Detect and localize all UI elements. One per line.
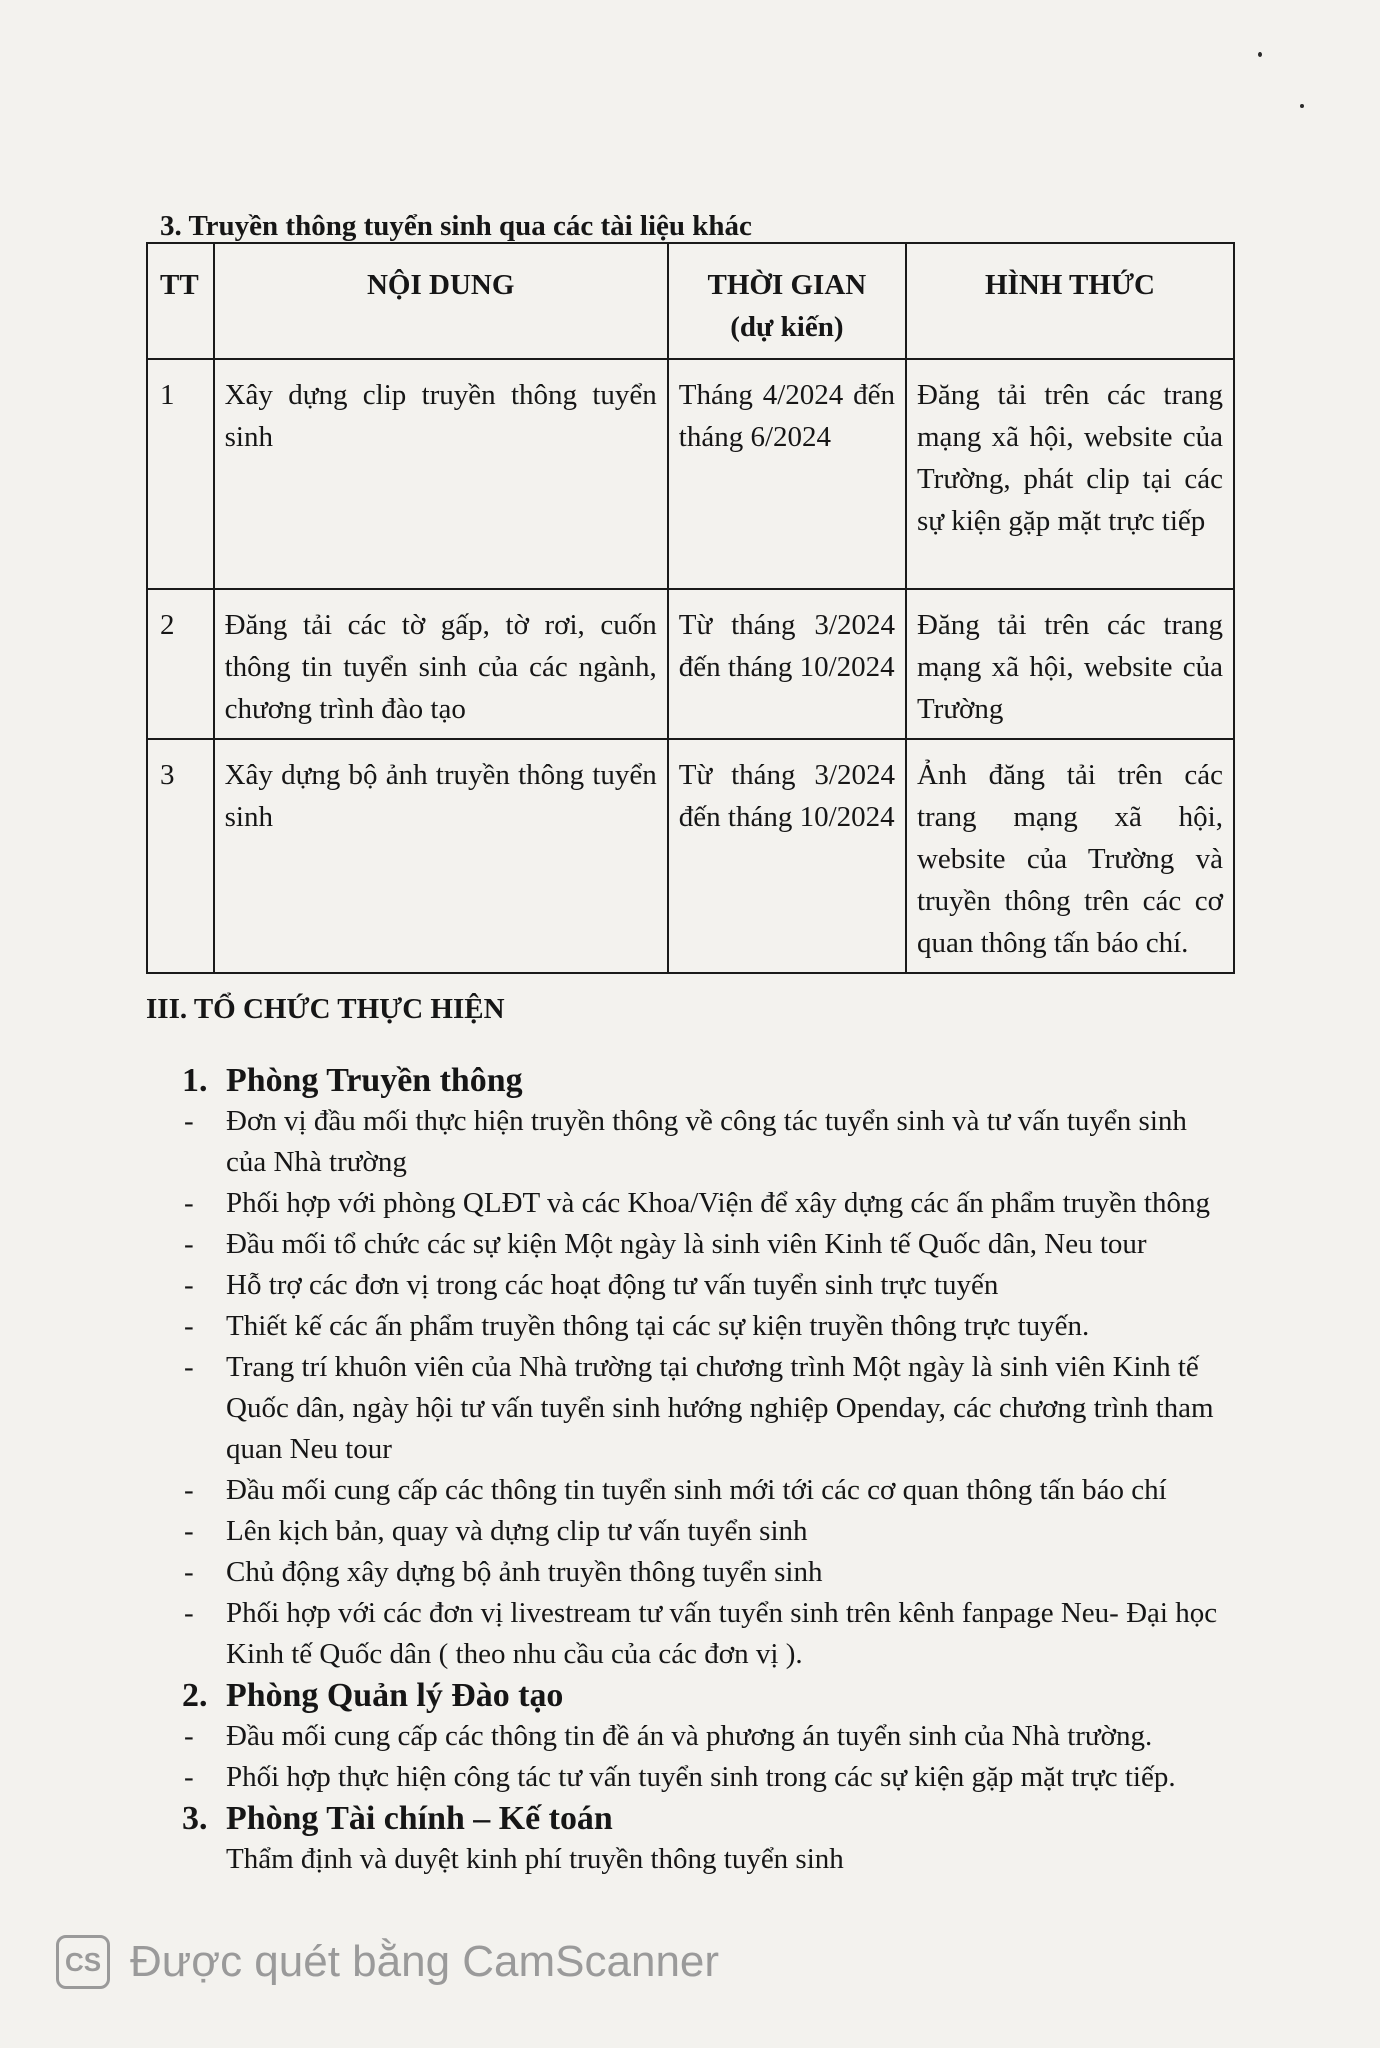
bullet-dash: - [184, 1351, 194, 1383]
list-item-text: Phối hợp thực hiện công tác tư vấn tuyển sinh trong các sự kiện gặp mặt trực tiếp. [226, 1761, 1176, 1793]
unit-duty-list [182, 1716, 1222, 1798]
header-tt: TT [147, 243, 214, 359]
unit-duty-list [182, 1101, 1222, 1675]
list-item [182, 1347, 1222, 1470]
bullet-dash: - [184, 1228, 194, 1260]
list-item-text: Thiết kế các ấn phẩm truyền thông tại các sự kiện truyền thông trực tuyến. [226, 1310, 1090, 1342]
list-item-text: Hỗ trợ các đơn vị trong các hoạt động tư vấn tuyển sinh trực tuyến [226, 1269, 999, 1301]
table-header-row [147, 243, 1234, 359]
cell-hinh-thuc: Ảnh đăng tải trên các trang mạng xã hội, website của Trường và truyền thông trên các cơ quan thông tấn báo chí. [906, 739, 1234, 973]
table-row [147, 589, 1234, 739]
list-item [182, 1224, 1222, 1265]
list-item [182, 1265, 1222, 1306]
media-schedule-table [146, 242, 1235, 974]
scan-speck [1258, 52, 1262, 57]
header-thoi-gian-sub: (dự kiến) [730, 311, 844, 343]
list-item [182, 1593, 1222, 1675]
list-item [182, 1101, 1222, 1183]
list-item-text: Đơn vị đầu mối thực hiện truyền thông về công tác tuyển sinh và tư vấn tuyển sinh của Nhà trường [226, 1105, 1187, 1178]
bullet-dash: - [184, 1761, 194, 1793]
unit-number: 3. [182, 1800, 208, 1837]
list-item [182, 1552, 1222, 1593]
list-item-text: Trang trí khuôn viên của Nhà trường tại chương trình Một ngày là sinh viên Kinh tế Quốc dân, ngày hội tư vấn tuyển sinh hướng nghiệp Openday, các chương trình tham quan Neu tour [226, 1351, 1214, 1465]
cell-tt: 2 [147, 589, 214, 739]
header-noi-dung: NỘI DUNG [214, 243, 668, 359]
bullet-dash: - [184, 1105, 194, 1137]
list-item [182, 1511, 1222, 1552]
unit-finance-accounting [182, 1798, 1222, 1880]
unit-title [182, 1060, 1222, 1101]
bullet-dash: - [184, 1269, 194, 1301]
header-thoi-gian-label: THỜI GIAN [707, 269, 867, 301]
table-row [147, 359, 1234, 589]
cell-noi-dung: Xây dựng clip truyền thông tuyển sinh [214, 359, 668, 589]
bullet-dash: - [184, 1474, 194, 1506]
cell-thoi-gian: Từ tháng 3/2024 đến tháng 10/2024 [668, 589, 906, 739]
header-hinh-thuc: HÌNH THỨC [906, 243, 1234, 359]
bullet-dash: - [184, 1515, 194, 1547]
unit-name: Phòng Truyền thông [226, 1062, 523, 1099]
list-item [182, 1470, 1222, 1511]
list-item [182, 1716, 1222, 1757]
list-item-text: Phối hợp với các đơn vị livestream tư vấn tuyển sinh trên kênh fanpage Neu- Đại học Kinh tế Quốc dân ( theo nhu cầu của các đơn vị ). [226, 1597, 1218, 1670]
cell-noi-dung: Đăng tải các tờ gấp, tờ rơi, cuốn thông tin tuyển sinh của các ngành, chương trình đào tạo [214, 589, 668, 739]
bullet-dash: - [184, 1187, 194, 1219]
cell-tt: 3 [147, 739, 214, 973]
cell-noi-dung: Xây dựng bộ ảnh truyền thông tuyển sinh [214, 739, 668, 973]
list-item-text: Phối hợp với phòng QLĐT và các Khoa/Viện để xây dựng các ấn phẩm truyền thông [226, 1187, 1210, 1219]
cell-hinh-thuc: Đăng tải trên các trang mạng xã hội, website của Trường, phát clip tại các sự kiện gặp mặt trực tiếp [906, 359, 1234, 589]
unit-duty-text: Thẩm định và duyệt kinh phí truyền thông tuyển sinh [226, 1843, 844, 1875]
list-item-text: Đầu mối cung cấp các thông tin tuyển sinh mới tới các cơ quan thông tấn báo chí [226, 1474, 1167, 1506]
unit-title [182, 1798, 1222, 1839]
unit-number: 1. [182, 1062, 208, 1099]
cell-thoi-gian: Tháng 4/2024 đến tháng 6/2024 [668, 359, 906, 589]
list-item [182, 1306, 1222, 1347]
list-item-text: Đầu mối cung cấp các thông tin đề án và phương án tuyển sinh của Nhà trường. [226, 1720, 1153, 1752]
list-item [182, 1757, 1222, 1798]
bullet-dash: - [184, 1597, 194, 1629]
cell-tt: 1 [147, 359, 214, 589]
scan-speck [1300, 104, 1304, 108]
watermark-text: Được quét bằng CamScanner [130, 1937, 720, 1986]
cell-hinh-thuc: Đăng tải trên các trang mạng xã hội, website của Trường [906, 589, 1234, 739]
section-heading: 3. Truyền thông tuyển sinh qua các tài liệu khác [160, 210, 752, 242]
header-thoi-gian [668, 243, 906, 359]
unit-communication [182, 1060, 1222, 1675]
camscanner-watermark [56, 1935, 719, 1989]
unit-title [182, 1675, 1222, 1716]
bullet-dash: - [184, 1720, 194, 1752]
bullet-dash: - [184, 1310, 194, 1342]
list-item-text: Chủ động xây dựng bộ ảnh truyền thông tuyển sinh [226, 1556, 823, 1588]
organization-section [182, 1060, 1222, 1880]
unit-name: Phòng Quản lý Đào tạo [226, 1677, 564, 1714]
table-row [147, 739, 1234, 973]
unit-name: Phòng Tài chính – Kế toán [226, 1800, 613, 1837]
list-item [182, 1183, 1222, 1224]
unit-number: 2. [182, 1677, 208, 1714]
list-item-text: Đầu mối tổ chức các sự kiện Một ngày là sinh viên Kinh tế Quốc dân, Neu tour [226, 1228, 1147, 1260]
cell-thoi-gian: Từ tháng 3/2024 đến tháng 10/2024 [668, 739, 906, 973]
part-heading: III. TỔ CHỨC THỰC HIỆN [146, 993, 505, 1025]
bullet-dash: - [184, 1556, 194, 1588]
camscanner-logo-icon: CS [56, 1935, 110, 1989]
list-item-text: Lên kịch bản, quay và dựng clip tư vấn tuyển sinh [226, 1515, 808, 1547]
unit-training-management [182, 1675, 1222, 1798]
